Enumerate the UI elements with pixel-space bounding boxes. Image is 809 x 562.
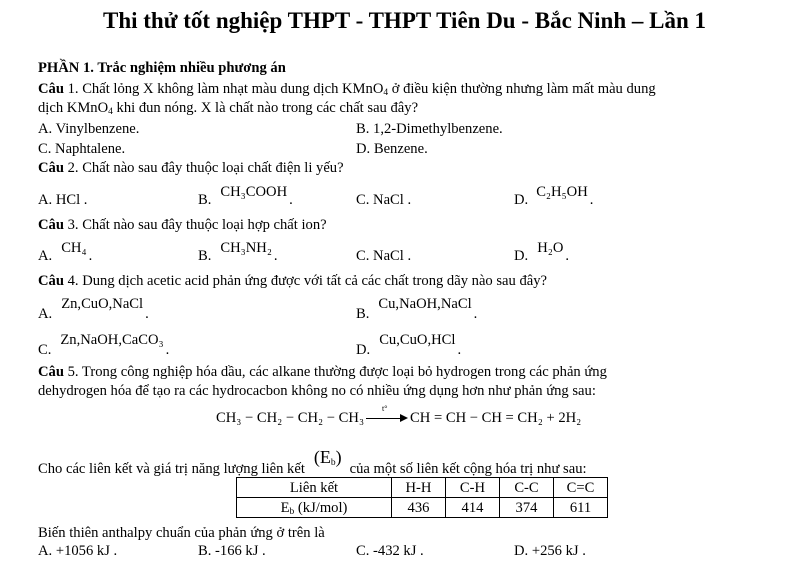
q3-option-a[interactable]: A. CH₄ . (38, 240, 93, 264)
q1-option-a[interactable]: A. Vinylbenzene. (38, 121, 140, 137)
table-header-cell: C=C (554, 478, 608, 498)
q3-stem (38, 218, 327, 233)
q4-option-a-formula: Zn,CuO,NaCl (61, 296, 144, 312)
q1-option-d[interactable]: D. Benzene. (356, 141, 428, 157)
q4-option-a-letter: A. (38, 306, 53, 322)
q2-option-d-letter: D. (514, 192, 529, 208)
q1-text-d: khi đun nóng. X là chất nào trong các chất sau đây? (112, 100, 419, 116)
q2-option-a[interactable]: A. HCl . (38, 192, 88, 208)
page-title: Thi thử tốt nghiệp THPT - THPT Tiên Du - Bắc Ninh – Lần 1 (102, 8, 707, 33)
q4-option-c[interactable]: C.Zn,NaOH,CaCO₃. (38, 332, 170, 358)
bond-energy-table (236, 477, 608, 518)
q5-line1 (38, 365, 607, 380)
bond-intro-text-a: Cho các liên kết và giá trị năng lượng liên kết (38, 461, 305, 477)
table-cell: 611 (554, 498, 608, 518)
q2-stem (38, 161, 344, 176)
q3-option-d-letter: D. (514, 248, 529, 264)
reaction-condition: t° (382, 403, 388, 413)
q3-option-a-letter: A. (38, 248, 53, 264)
row-label-sub: b (289, 506, 295, 517)
q2-option-b-letter: B. (198, 192, 212, 208)
q4-option-b-letter: B. (356, 306, 370, 322)
bond-symbol-sub: b (330, 458, 336, 468)
q4-stem (38, 274, 547, 289)
q1-option-c[interactable]: C. Naphtalene. (38, 141, 126, 157)
q4-option-c-formula: Zn,NaOH,CaCO₃ (60, 332, 164, 348)
q1-text-b: ở điều kiện thường nhưng làm mất màu dung (388, 81, 656, 97)
q4-text: 4. Dung dịch acetic acid phản ứng được với tất cả các chất trong dãy nào sau đây? (63, 273, 548, 289)
q2-option-c[interactable]: C. NaCl . (356, 192, 412, 208)
q4-option-d-letter: D. (356, 342, 371, 358)
q1-sub-a: 4 (383, 88, 389, 98)
q1-option-b[interactable]: B. 1,2-Dimethylbenzene. (356, 121, 503, 137)
q2-text: 2. Chất nào sau đây thuộc loại chất điện li yếu? (63, 160, 344, 176)
q3-option-b[interactable]: B. CH₃NH₂ . (198, 240, 278, 264)
q1-text-a: 1. Chất lỏng X không làm nhạt màu dung dịch KMnO (63, 81, 384, 97)
bond-intro (38, 447, 587, 477)
q1-sub-b: 4 (108, 107, 113, 117)
q1-label: Câu (38, 81, 64, 97)
q2-option-b-formula: CH₃COOH (220, 184, 288, 200)
table-row-label (237, 498, 392, 518)
reaction-equation (216, 403, 582, 426)
q4-option-b[interactable]: B.Cu,NaOH,NaCl. (356, 296, 478, 322)
q4-option-d[interactable]: D.Cu,CuO,HCl. (356, 332, 462, 358)
q2-option-b[interactable]: B. CH₃COOH . (198, 184, 293, 208)
bond-energy-symbol (313, 447, 342, 468)
table-cell: 414 (446, 498, 500, 518)
q3-option-a-formula: CH₄ (61, 240, 87, 256)
q3-text: 3. Chất nào sau đây thuộc loại hợp chất ion? (63, 217, 327, 233)
q5-text-a: 5. Trong công nghiệp hóa dầu, các alkane thường được loại bỏ hydrogen trong các phản ứng (63, 364, 607, 380)
q5-option-d[interactable]: D. +256 kJ . (514, 543, 586, 559)
q5-line2: dehydrogen hóa để tạo ra các hydrocacbon không no có nhiều ứng dụng hơn như phản ứng sau: (38, 383, 596, 399)
q3-option-d[interactable]: D. H₂O . (514, 240, 570, 264)
q5-option-c[interactable]: C. -432 kJ . (356, 543, 424, 559)
q2-option-d[interactable]: D. C₂H₅OH . (514, 184, 594, 208)
bond-symbol-close: ) (335, 447, 342, 467)
table-header-cell: H-H (392, 478, 446, 498)
q3-option-d-formula: H₂O (537, 240, 564, 256)
table-row (237, 498, 608, 518)
table-header-cell: C-C (500, 478, 554, 498)
table-cell: 436 (392, 498, 446, 518)
reaction-arrow-icon (366, 403, 408, 424)
q3-option-c[interactable]: C. NaCl . (356, 248, 412, 264)
q2-option-d-formula: C₂H₅OH (536, 184, 588, 200)
q5-label: Câu (38, 364, 64, 380)
table-header-cell: C-H (446, 478, 500, 498)
q2-label: Câu (38, 160, 64, 176)
row-label-main: E (280, 499, 290, 516)
q4-option-d-formula: Cu,CuO,HCl (379, 332, 456, 348)
q1-line2 (38, 101, 418, 116)
q4-label: Câu (38, 273, 64, 289)
q4-option-b-formula: Cu,NaOH,NaCl (378, 296, 472, 312)
section-heading: PHẦN 1. Trắc nghiệm nhiều phương án (38, 60, 286, 76)
q1-text-c: dịch KMnO (38, 100, 109, 116)
q3-option-b-formula: CH₃NH₂ (220, 240, 272, 256)
q5-question: Biến thiên anthalpy chuẩn của phản ứng ở trên là (38, 525, 325, 541)
q5-option-a[interactable]: A. +1056 kJ . (38, 543, 118, 559)
row-label-unit: (kJ/mol) (294, 499, 348, 516)
q3-label: Câu (38, 217, 64, 233)
table-header-cell: Liên kết (237, 478, 392, 498)
q4-option-a[interactable]: A.Zn,CuO,NaCl. (38, 296, 149, 322)
table-cell: 374 (500, 498, 554, 518)
table-header-row (237, 478, 608, 498)
q5-option-b[interactable]: B. -166 kJ . (198, 543, 266, 559)
q1-line1 (38, 82, 656, 97)
bond-symbol-main: (E (313, 447, 331, 467)
q3-option-b-letter: B. (198, 248, 212, 264)
equation-reactant: CH₃ − CH₂ − CH₂ − CH₃ (216, 410, 365, 426)
bond-intro-text-b: của một số liên kết cộng hóa trị như sau: (349, 461, 587, 477)
equation-products: CH = CH − CH = CH₂ + 2H₂ (410, 410, 582, 426)
q4-option-c-letter: C. (38, 342, 52, 358)
